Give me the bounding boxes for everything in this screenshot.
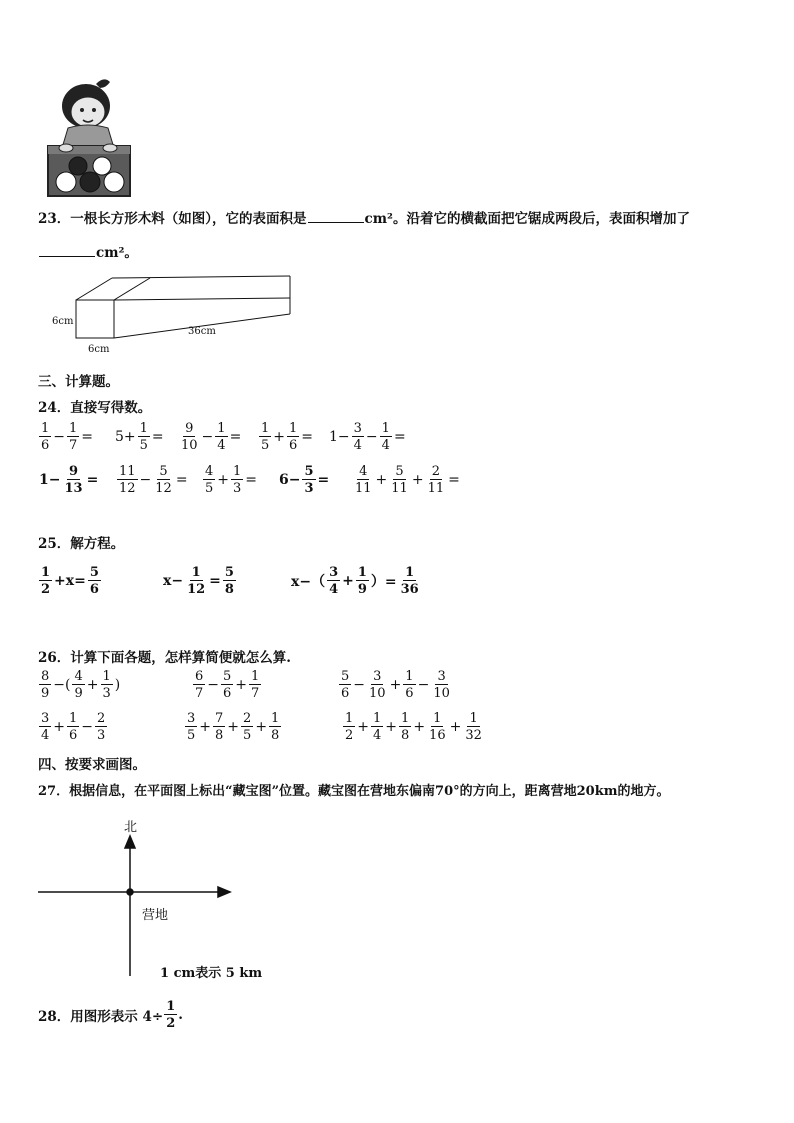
denominator: 13: [64, 481, 83, 496]
fraction: [399, 712, 411, 742]
fraction: [371, 712, 383, 742]
math-text: +: [199, 719, 212, 735]
map-scale: 1 cm表示 5 km: [160, 966, 263, 981]
math-text: +: [449, 719, 462, 735]
fraction: [179, 422, 200, 452]
denominator: 8: [224, 582, 234, 597]
section-3-heading: 三、计算题。: [38, 374, 119, 390]
q24-expr-2-2: [116, 465, 189, 495]
denominator: 6: [41, 438, 50, 453]
math-text: ): [114, 677, 121, 693]
math-text: +: [375, 472, 388, 488]
denominator: 6: [89, 582, 99, 597]
fraction: [138, 422, 150, 452]
q28-numerator: 1: [166, 999, 176, 1014]
fraction: [426, 465, 447, 495]
fraction: [88, 566, 101, 596]
numerator: 1: [191, 565, 201, 580]
fraction: [231, 465, 243, 495]
answer-blank-2[interactable]: [39, 244, 95, 257]
denominator: 11: [427, 481, 445, 496]
north-label: 北: [124, 820, 138, 835]
numerator: 1: [357, 565, 367, 580]
denominator: 4: [329, 582, 339, 597]
math-text: =: [151, 429, 164, 445]
denominator: 36: [400, 582, 419, 597]
q26-expr-1-1: [38, 670, 121, 700]
numerator: 1: [217, 421, 226, 436]
denominator: 7: [69, 438, 78, 453]
denominator: 11: [391, 481, 408, 496]
numerator: 4: [74, 669, 83, 684]
numerator: 5: [395, 464, 404, 479]
denominator: 5: [139, 438, 148, 453]
denominator: 9: [74, 686, 83, 701]
numerator: 5: [223, 669, 232, 684]
math-text: +: [413, 719, 426, 735]
fraction: [352, 422, 364, 452]
q24-expr-1-2: [114, 422, 165, 452]
denominator: 11: [355, 481, 372, 496]
math-text: 1−: [329, 429, 350, 445]
denominator: 9: [357, 582, 367, 597]
denominator: 4: [217, 438, 226, 453]
numerator: 6: [195, 669, 204, 684]
math-text: −: [353, 677, 366, 693]
fraction: [39, 566, 52, 596]
numerator: 1: [345, 711, 354, 726]
denominator: 4: [353, 438, 362, 453]
denominator: 3: [97, 728, 106, 743]
fraction: [380, 422, 392, 452]
q26-expr-1-2: [192, 670, 262, 700]
fraction: [353, 465, 374, 495]
denominator: 12: [155, 481, 172, 496]
numerator: 1: [289, 421, 298, 436]
fraction: [399, 566, 421, 596]
q28-denominator: 2: [166, 1016, 176, 1031]
numerator: 1: [41, 421, 50, 436]
fraction: [427, 712, 448, 742]
math-text: =: [448, 472, 460, 488]
fraction: [39, 712, 51, 742]
prism-length-label: 36cm: [188, 326, 216, 337]
q28-suffix: .: [178, 1007, 183, 1023]
fraction: [221, 670, 233, 700]
denominator: 6: [223, 686, 232, 701]
math-text: =: [245, 472, 258, 488]
numerator: 1: [271, 711, 280, 726]
math-text: =: [86, 472, 99, 488]
question-24-title: 24．直接写得数。: [38, 400, 152, 416]
question-26-title: 26．计算下面各题，怎样算简便就怎么算.: [38, 650, 291, 666]
denominator: 7: [195, 686, 204, 701]
math-text: +: [227, 719, 240, 735]
fraction: [213, 712, 225, 742]
denominator: 4: [41, 728, 50, 743]
numerator: 5: [304, 464, 314, 479]
fraction: [95, 712, 107, 742]
denominator: 3: [304, 481, 314, 496]
fraction: [117, 465, 138, 495]
denominator: 6: [69, 728, 78, 743]
numerator: 9: [185, 421, 194, 436]
math-text: 1−: [39, 472, 61, 488]
math-text: =: [301, 429, 314, 445]
math-text: =: [317, 472, 330, 488]
fraction: [67, 422, 79, 452]
denominator: 10: [369, 686, 386, 701]
numerator: 1: [261, 421, 270, 436]
numerator: 4: [359, 464, 368, 479]
fraction: [215, 422, 227, 452]
compass-map[interactable]: [36, 830, 236, 980]
numerator: 1: [233, 464, 242, 479]
numerator: 5: [224, 565, 234, 580]
math-text: −: [417, 677, 430, 693]
fraction: [101, 670, 113, 700]
denominator: 10: [181, 438, 198, 453]
numerator: 2: [97, 711, 106, 726]
q26-expr-2-3: [342, 712, 485, 742]
math-text: +: [273, 429, 286, 445]
fraction: [431, 670, 452, 700]
numerator: 2: [243, 711, 252, 726]
fraction: [389, 465, 410, 495]
math-text: −: [81, 719, 94, 735]
numerator: 1: [373, 711, 382, 726]
q24-expr-1-1: [38, 422, 94, 452]
math-text: +: [86, 677, 99, 693]
prism-height-label: 6cm: [52, 316, 74, 327]
denominator: 3: [102, 686, 111, 701]
numerator: 4: [205, 464, 214, 479]
numerator: 5: [159, 464, 168, 479]
math-text: +: [53, 719, 66, 735]
q24-expr-1-4: [258, 422, 314, 452]
math-text: =: [81, 429, 94, 445]
denominator: 6: [341, 686, 350, 701]
math-text: +: [342, 573, 354, 589]
numerator: 1: [102, 669, 111, 684]
math-text: +x=: [54, 573, 86, 589]
fraction: [302, 465, 315, 495]
fraction: [67, 712, 79, 742]
denominator: 9: [41, 686, 50, 701]
question-28: [38, 1000, 183, 1030]
numerator: 1: [405, 669, 414, 684]
fraction: [241, 712, 253, 742]
denominator: 12: [187, 582, 206, 597]
math-text: +: [385, 719, 398, 735]
math-text: =: [229, 429, 242, 445]
q24-expr-2-1: [38, 465, 99, 495]
numerator: 1: [405, 565, 415, 580]
q26-expr-2-1: [38, 712, 108, 742]
numerator: 5: [89, 565, 99, 580]
denominator: 5: [187, 728, 196, 743]
numerator: 3: [41, 711, 50, 726]
fraction: [403, 670, 415, 700]
math-text: =: [393, 429, 406, 445]
denominator: 16: [429, 728, 446, 743]
fraction: [153, 465, 174, 495]
denominator: 2: [41, 582, 51, 597]
numerator: 5: [341, 669, 350, 684]
rectangular-prism-figure: [40, 270, 310, 360]
numerator: 9: [69, 464, 79, 479]
denominator: 10: [433, 686, 450, 701]
fraction: [343, 712, 355, 742]
fraction: [193, 670, 205, 700]
fraction: [62, 465, 84, 495]
numerator: 1: [401, 711, 410, 726]
prism-width-label: 6cm: [88, 344, 110, 355]
question-23-line2: [38, 241, 138, 261]
fraction: [327, 566, 340, 596]
fraction: [463, 712, 484, 742]
numerator: 1: [139, 421, 148, 436]
q25-equation-3: [290, 566, 422, 596]
math-text: −: [53, 429, 66, 445]
q24-expr-1-5: [328, 422, 407, 452]
denominator: 6: [289, 438, 298, 453]
math-text: −: [201, 429, 214, 445]
q25-equation-2: [162, 566, 237, 596]
q24-expr-2-4: [278, 465, 330, 495]
denominator: 8: [401, 728, 410, 743]
fraction: [356, 566, 369, 596]
math-text: x−: [163, 573, 184, 589]
fraction: [223, 566, 236, 596]
q23-text-1: 23．一根长方形木料（如图），它的表面积是: [38, 211, 307, 227]
answer-blank-1[interactable]: [308, 210, 364, 223]
numerator: 1: [251, 669, 260, 684]
denominator: 3: [233, 481, 242, 496]
math-text: −: [207, 677, 220, 693]
math-text: +: [217, 472, 230, 488]
q28-fraction: [164, 1000, 177, 1030]
denominator: 32: [465, 728, 482, 743]
fraction: [203, 465, 215, 495]
denominator: 2: [345, 728, 354, 743]
numerator: 1: [41, 565, 51, 580]
q24-expr-2-3: [202, 465, 258, 495]
q25-equation-1: [38, 566, 102, 596]
q23-text-2: cm²。沿着它的横截面把它锯成两段后，表面积增加了: [364, 211, 690, 227]
denominator: 8: [215, 728, 224, 743]
denominator: 6: [405, 686, 414, 701]
denominator: 4: [381, 438, 390, 453]
numerator: 1: [469, 711, 478, 726]
math-text: +: [255, 719, 268, 735]
denominator: 12: [119, 481, 136, 496]
math-text: =: [209, 573, 221, 589]
numerator: 11: [119, 464, 136, 479]
numerator: 1: [381, 421, 390, 436]
math-text: =: [175, 472, 188, 488]
fraction: [72, 670, 84, 700]
math-text: 5+: [115, 429, 136, 445]
fraction: [185, 712, 197, 742]
math-text: +: [411, 472, 424, 488]
fraction: [259, 422, 271, 452]
fraction: [39, 670, 51, 700]
numerator: 3: [373, 669, 382, 684]
fraction: [269, 712, 281, 742]
numerator: 1: [433, 711, 442, 726]
numerator: 2: [431, 464, 440, 479]
denominator: 5: [205, 481, 214, 496]
question-23: [38, 207, 690, 227]
math-text: −(: [53, 677, 71, 693]
fraction: [287, 422, 299, 452]
denominator: 5: [243, 728, 252, 743]
denominator: 8: [271, 728, 280, 743]
camp-label: 营地: [142, 908, 169, 923]
numerator: 1: [69, 421, 78, 436]
denominator: 5: [261, 438, 270, 453]
numerator: 3: [353, 421, 362, 436]
numerator: 7: [215, 711, 224, 726]
fraction: [339, 670, 351, 700]
question-27-title: 27．根据信息，在平面图上标出“藏宝图”位置。藏宝图在营地东偏南70°的方向上，距离营地20km的地方。: [38, 784, 670, 799]
q26-expr-2-2: [184, 712, 282, 742]
math-text: +: [357, 719, 370, 735]
section-4-heading: 四、按要求画图。: [38, 757, 146, 773]
numerator: 3: [437, 669, 446, 684]
fraction: [367, 670, 388, 700]
fraction: [39, 422, 51, 452]
q24-expr-2-5: [352, 465, 461, 495]
q28-prefix: 28．用图形表示 4÷: [38, 1009, 164, 1025]
fraction: [249, 670, 261, 700]
math-text: ）=: [370, 574, 397, 590]
math-text: −: [139, 472, 152, 488]
math-text: −: [365, 429, 378, 445]
denominator: 7: [251, 686, 260, 701]
math-text: +: [389, 677, 402, 693]
q23-text-3: cm²。: [96, 245, 138, 261]
question-25-title: 25．解方程。: [38, 536, 125, 552]
numerator: 1: [69, 711, 78, 726]
girl-with-box-illustration: [44, 76, 134, 200]
q26-expr-1-3: [338, 670, 453, 700]
numerator: 3: [329, 565, 339, 580]
math-text: x−（: [291, 574, 326, 590]
math-text: +: [235, 677, 248, 693]
fraction: [185, 566, 207, 596]
numerator: 8: [41, 669, 50, 684]
math-text: 6−: [279, 472, 301, 488]
numerator: 3: [187, 711, 196, 726]
denominator: 4: [373, 728, 382, 743]
q24-expr-1-3: [178, 422, 242, 452]
